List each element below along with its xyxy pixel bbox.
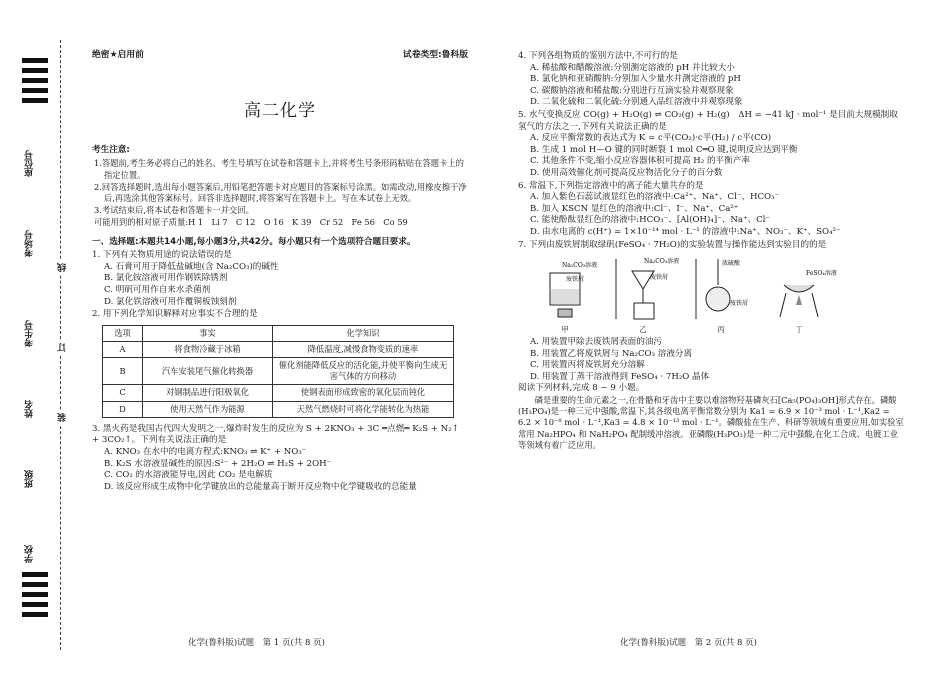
q4-option-c: C. 碳酸钠溶液和稀盐酸:分别进行互滴实验并观察现象	[530, 85, 734, 96]
name-label: 姓名	[25, 400, 35, 418]
table-cell: 催化剂能降低反应的活化能,并使平衡向生成无害气体的方向移动	[273, 358, 454, 385]
q5-option-a: A. 反应平衡常数的表达式为 K = c平(CO₂)·c平(H₂) / c平(CO)	[530, 133, 772, 144]
table-row	[103, 358, 454, 385]
reagent-label: 浓硫酸	[722, 260, 741, 268]
table-cell: 将食物冷藏于冰箱	[143, 341, 273, 357]
table-header-row	[103, 325, 454, 341]
seat-no-label: 座位号	[25, 150, 35, 177]
evaporating-dish-icon	[766, 255, 837, 323]
gutter-stripe	[22, 602, 48, 607]
table-header: 选项	[103, 325, 143, 341]
candidate-no-label: 考生号	[25, 320, 35, 347]
q1-option-c: C. 明矾可用作自来水杀菌剂	[104, 284, 211, 295]
reagent-label: 废铁屑	[730, 300, 749, 308]
page-2-footer: 化学(鲁科版)试题 第 2 页(共 8 页)	[620, 638, 757, 648]
gutter-stripe	[22, 68, 48, 73]
q4-stem: 4. 下列各组物质的鉴别方法中,不可行的是	[518, 51, 678, 61]
q7-option-c: C. 用装置丙将废铁屑充分溶解	[530, 360, 645, 371]
page-1	[92, 50, 468, 493]
gutter-stripe	[22, 58, 48, 63]
page-title: 高二化学	[244, 100, 316, 121]
gutter-stripe	[22, 572, 48, 577]
apparatus-label: 丁	[795, 324, 803, 334]
flask-funnel-icon	[688, 255, 754, 323]
reading-intro: 阅读下列材料,完成 8 ~ 9 小题。	[518, 383, 645, 394]
exam-room-label: 考场号	[25, 230, 35, 257]
apparatus-ding	[766, 255, 837, 335]
q4-option-b: B. 氯化钠和亚硝酸钠:分别加入少量水并测定溶液的 pH	[530, 74, 741, 85]
gutter-stripe	[22, 78, 48, 83]
apparatus-label: 乙	[639, 324, 647, 334]
cut-mark-bind: 装	[57, 410, 69, 425]
table-cell: 天然气燃烧时可将化学能转化为热能	[273, 401, 454, 417]
q7-stem: 7. 下列由废铁屑制取绿矾(FeSO₄ · 7H₂O)的实验装置与操作能达到实验目的的是	[518, 239, 827, 250]
table-cell: 汽车安装尾气催化转换器	[143, 358, 273, 385]
question-5	[518, 110, 904, 180]
gutter-stripe	[22, 592, 48, 597]
q6-option-b: B. 加入 KSCN 显红色的溶液中:Cl⁻、I⁻、Na⁺、Ca²⁺	[530, 203, 739, 214]
apparatus-yi	[610, 255, 680, 335]
table-cell: A	[103, 341, 143, 357]
class-label: 班级	[25, 470, 35, 488]
table-cell: 使用天然气作为能源	[143, 401, 273, 417]
gutter-stripe	[22, 582, 48, 587]
q1-option-b: B. 氯化铵溶液可用作钢铁除锈剂	[104, 273, 228, 284]
reagent-label: Na₂CO₃溶液	[562, 262, 598, 270]
reading-passage: 磷是重要的生命元素之一,在骨骼和牙齿中主要以难溶物羟基磷灰石[Ca₅(PO₄)₃OH]形式存在。磷酸(H₃PO₄)是一种三元中强酸,常温下,其各级电离平衡常数分别为 Ka1 = 6.9 × 10⁻³ mol · L⁻¹,Ka2 = 6.2 × 10⁻⁸ mol · L⁻¹,Ka3 = 4.8 × 10⁻¹³ mol · L⁻¹。磷酸盐在生产、科研等领域有重要应用,如实验室常用 Na₂HPO₄ 和 NaH₂PO₄ 配制缓冲溶液。亚磷酸(H₃PO₃)是一种二元中强酸,在化工合成、电镀工业等领域有着广泛应用。	[518, 395, 904, 450]
section-heading: 一、选择题:本题共14小题,每小题3分,共42分。每小题只有一个选项符合题目要求。	[92, 236, 416, 247]
question-4	[518, 51, 904, 109]
paper-type: 试卷类型:鲁科版	[402, 50, 468, 60]
notice-item: 2.回答选择题时,选出每小题答案后,用铅笔把答题卡对应题目的答案标号涂黑。如需改动,用橡皮擦干净后,再选涂其他答案标号。回答非选择题时,将答案写在答题卡上。写在本试卷上无效。	[94, 181, 467, 203]
q5-option-b: B. 生成 1 mol H—O 键的同时断裂 1 mol C═O 键,说明反应达到平衡	[530, 144, 798, 155]
q1-option-a: A. 石膏可用于降低盐碱地(含 Na₂CO₃)的碱性	[104, 261, 279, 272]
table-cell: 使钢表面形成致密的氧化层而钝化	[273, 385, 454, 401]
cut-mark-line: 线	[57, 260, 69, 275]
table-row	[103, 341, 454, 357]
reagent-label: 废铁屑	[566, 276, 585, 284]
page-2	[518, 50, 904, 451]
q4-option-a: A. 稀盐酸和醋酸溶液:分别测定溶液的 pH 并比较大小	[530, 62, 735, 73]
q6-option-d: D. 由水电离的 c(H⁺) = 1×10⁻¹⁴ mol · L⁻¹ 的溶液中:Na⁺、NO₃⁻、K⁺、SO₄²⁻	[530, 226, 841, 237]
gutter-stripe	[22, 98, 48, 103]
notice-item: 1.答题前,考生务必将自己的姓名、考生号填写在试卷和答题卡上,并将考生号条形码粘贴在答题卡上的指定位置。	[94, 158, 464, 180]
table-row	[103, 401, 454, 417]
table-header: 化学知识	[273, 325, 454, 341]
q3-option-b: B. K₂S 水溶液显碱性的原因:S²⁻ + 2H₂O ⇌ H₂S + 2OH⁻	[104, 458, 332, 469]
question-7	[518, 240, 904, 384]
secret-mark: 绝密★启用前	[92, 50, 144, 60]
apparatus-figure	[532, 255, 837, 335]
q2-table	[102, 325, 454, 418]
table-header: 事实	[143, 325, 273, 341]
question-2	[92, 309, 468, 418]
notice-item: 3.考试结束后,将本试卷和答题卡一并交回。	[94, 205, 254, 216]
q6-stem: 6. 常温下,下列指定溶液中的离子能大量共存的是	[518, 180, 704, 191]
question-1	[92, 250, 468, 308]
apparatus-label: 甲	[561, 324, 569, 334]
q1-option-d: D. 氯化铁溶液可用作覆铜板蚀刻剂	[104, 296, 237, 307]
notice-heading: 考生注意:	[92, 144, 130, 155]
table-cell: 降低温度,减慢食物变质的速率	[273, 341, 454, 357]
school-label: 学校	[25, 545, 35, 563]
q6-option-c: C. 能使酚酞显红色的溶液中:HCO₃⁻、[Al(OH)₄]⁻、Na⁺、Cl⁻	[530, 215, 770, 226]
atomic-masses: 可能用到的相对原子质量:H 1 Li 7 C 12 O 16 K 39 Cr 52 Fe 56 Co 59	[94, 217, 408, 228]
filter-funnel-icon	[610, 255, 680, 323]
q7-option-d: D. 用装置丁蒸干溶液得到 FeSO₄ · 7H₂O 晶体	[530, 371, 710, 382]
q3-option-a: A. KNO₃ 在水中的电离方程式:KNO₃ ⇌ K⁺ + NO₃⁻	[104, 447, 307, 457]
question-6	[518, 181, 904, 239]
q2-stem: 2. 用下列化学知识解释对应事实不合理的是	[92, 309, 258, 320]
q3-option-d: D. 该反应形成生成物中化学键放出的总能量高于断开反应物中化学键吸收的总能量	[104, 481, 417, 492]
table-cell: 对钢制品进行阳极氧化	[143, 385, 273, 401]
q5-option-c: C. 其他条件不变,缩小反应容器体积可提高 H₂ 的平衡产率	[530, 156, 750, 167]
gutter-stripe	[22, 612, 48, 617]
table-row	[103, 385, 454, 401]
q3-option-c: C. CO₂ 的水溶液能导电,因此 CO₂ 是电解质	[104, 470, 273, 481]
apparatus-label: 丙	[717, 324, 725, 334]
reagent-label: 废铁屑	[650, 274, 669, 282]
reagent-label: Na₂CO₃溶液	[644, 258, 680, 266]
page-1-footer: 化学(鲁科版)试题 第 1 页(共 8 页)	[188, 638, 325, 648]
reagent-label: FeSO₄溶液	[806, 270, 837, 278]
beaker-heating-icon	[532, 255, 598, 323]
q3-stem: 3. 黑火药是我国古代四大发明之一,爆炸时发生的反应为 S + 2KNO₃ + 3C ═点燃═ K₂S + N₂↑ + 3CO₂↑。下列有关说法正确的是	[92, 423, 459, 446]
gutter-stripe	[22, 88, 48, 93]
q1-stem: 1. 下列有关物质用途的说法错误的是	[92, 250, 232, 261]
q7-option-a: A. 用装置甲除去废铁屑表面的油污	[530, 337, 662, 348]
q7-option-b: B. 用装置乙将废铁屑与 Na₂CO₃ 溶液分离	[530, 348, 693, 359]
q6-option-a: A. 加入紫色石蕊试液显红色的溶液中:Ca²⁺、Na⁺、Cl⁻、HCO₃⁻	[530, 192, 780, 203]
question-3	[92, 424, 468, 494]
q5-option-d: D. 使用高效催化剂可提高反应物活化分子的百分数	[530, 167, 723, 178]
table-cell: D	[103, 401, 143, 417]
q4-option-d: D. 二氧化硫和二氧化硫:分别通入品红溶液中并观察现象	[530, 97, 743, 108]
apparatus-bing	[688, 255, 754, 335]
exam-header	[92, 50, 468, 62]
cut-mark-staple: 订	[57, 340, 69, 355]
binding-gutter	[0, 0, 80, 688]
q5-stem: 5. 水气变换反应 CO(g) + H₂O(g) ⇌ CO₂(g) + H₂(g) ΔH = −41 kJ · mol⁻¹ 是目前大规模制取氢气的方法之一,下列有关说法正确的是	[518, 109, 898, 132]
table-cell: B	[103, 358, 143, 385]
apparatus-jia	[532, 255, 598, 335]
table-cell: C	[103, 385, 143, 401]
